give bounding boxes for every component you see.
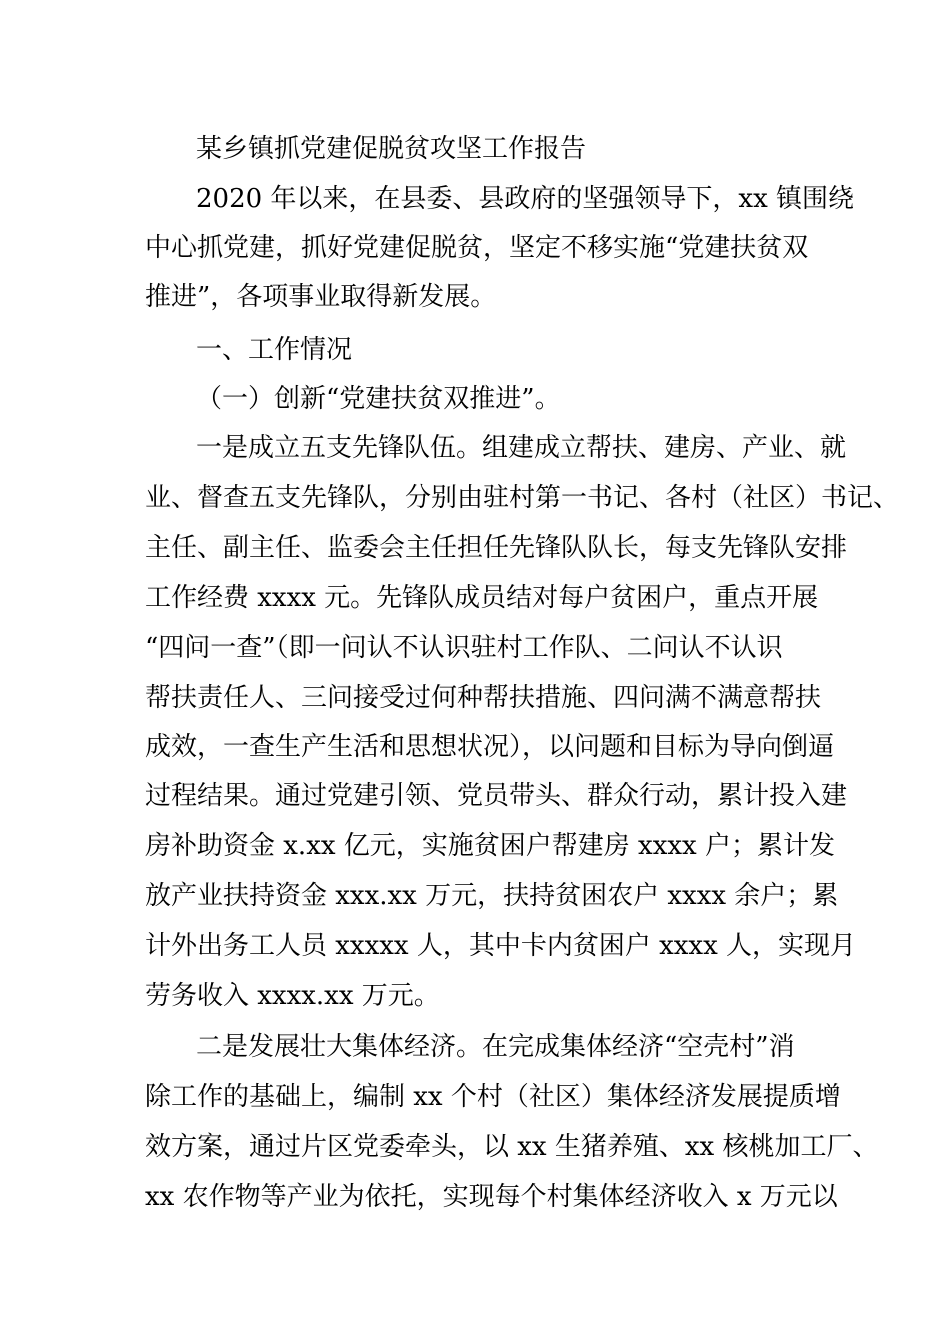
paragraph-line: 主任、副主任、监委会主任担任先锋队队长，每支先锋队安排 (145, 533, 848, 563)
paragraph-line: 成效，一查生产生活和思想状况），以问题和目标为导向倒逼 (145, 732, 835, 762)
paragraph-line: 一是成立五支先锋队伍。组建成立帮扶、建房、产业、就 (196, 433, 847, 463)
paragraph-line: 放产业扶持资金 xxx.xx 万元，扶持贫困农户 xxxx 余户；累 (145, 881, 839, 911)
subsection-heading: （一）创新“党建扶贫双推进”。 (196, 384, 561, 414)
paragraph-line: 工作经费 xxxx 元。先锋队成员结对每户贫困户，重点开展 (145, 583, 819, 613)
paragraph-line: 中心抓党建，抓好党建促脱贫，坚定不移实施“党建扶贫双 (145, 233, 809, 263)
paragraph-line: 推进”，各项事业取得新发展。 (145, 282, 497, 312)
paragraph-line: “四问一查”（即一问认不认识驻村工作队、二问认不认识 (145, 633, 783, 663)
paragraph-line: 2020 年以来，在县委、县政府的坚强领导下，xx 镇围绕 (196, 184, 855, 214)
document-title: 某乡镇抓党建促脱贫攻坚工作报告 (196, 134, 587, 164)
section-heading: 一、工作情况 (196, 335, 353, 365)
paragraph-line: xx 农作物等产业为依托，实现每个村集体经济收入 x 万元以 (145, 1182, 838, 1212)
paragraph-line: 业、督查五支先锋队，分别由驻村第一书记、各村（社区）书记、 (145, 483, 900, 513)
paragraph-line: 除工作的基础上，编制 xx 个村（社区）集体经济发展提质增 (145, 1082, 841, 1112)
paragraph-line: 二是发展壮大集体经济。在完成集体经济“空壳村”消 (196, 1032, 795, 1062)
paragraph-line: 房补助资金 x.xx 亿元，实施贫困户帮建房 xxxx 户；累计发 (145, 831, 835, 861)
paragraph-line: 计外出务工人员 xxxxx 人，其中卡内贫困户 xxxx 人，实现月 (145, 931, 857, 961)
paragraph-line: 帮扶责任人、三问接受过何种帮扶措施、四问满不满意帮扶 (145, 683, 822, 713)
paragraph-line: 劳务收入 xxxx.xx 万元。 (145, 981, 440, 1011)
paragraph-line: 过程结果。通过党建引领、党员带头、群众行动，累计投入建 (145, 781, 848, 811)
paragraph-line: 效方案，通过片区党委牵头，以 xx 生猪养殖、xx 核桃加工厂、 (145, 1132, 879, 1162)
